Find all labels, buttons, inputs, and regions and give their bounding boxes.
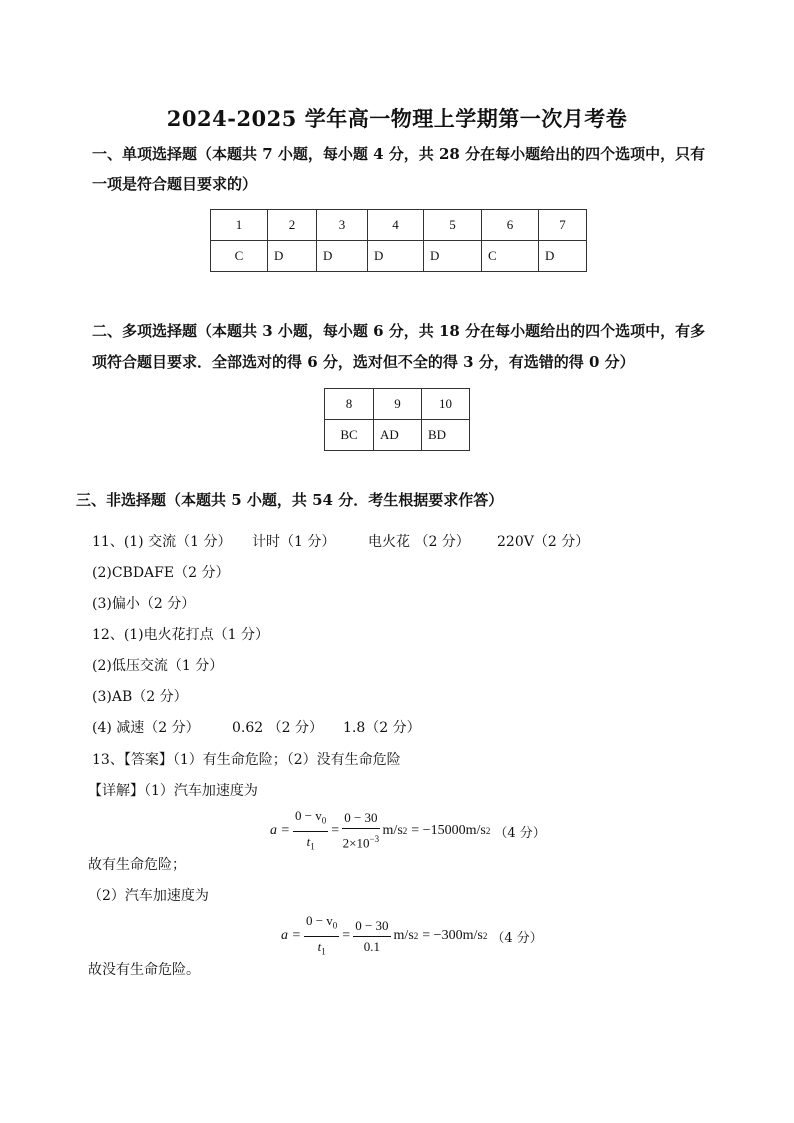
q11-part3: (3)偏小（2 分）: [92, 596, 196, 612]
equation-2: [281, 913, 543, 959]
table-cell-answer: D: [539, 241, 587, 272]
eq1-f1-den: t: [306, 833, 311, 849]
q12-part4-c: 1.8（2 分）: [343, 720, 421, 736]
section2-heading-line2: 项符合题目要求．全部选对的得 6 分，选对但不全的得 3 分，有选错的得 0 分）: [92, 353, 635, 371]
table-row: [325, 420, 470, 451]
equation-1: [270, 808, 546, 854]
eq2-f1-den-sub: 1: [321, 946, 326, 957]
q11-part1-d: 220V（2 分）: [497, 534, 590, 550]
eq1-equals: =: [331, 823, 340, 839]
table-cell-answer: D: [424, 241, 482, 272]
table-row: [211, 210, 587, 241]
eq2-f2-num: 0 − 30: [353, 918, 390, 937]
eq1-score: （4 分）: [494, 825, 546, 841]
table-cell-number: 8: [325, 389, 374, 420]
table-cell-number: 10: [422, 389, 470, 420]
table-cell-answer: C: [482, 241, 539, 272]
eq2-fraction-2: [353, 918, 390, 955]
q13-conclusion2: 故没有生命危险。: [88, 962, 200, 978]
eq1-f1-den-sub: 1: [310, 841, 315, 852]
eq1-f1-num-sub: 0: [321, 815, 327, 826]
section3-heading: 三、非选择题（本题共 5 小题，共 54 分．考生根据要求作答）: [76, 491, 504, 509]
eq2-unit: m/s: [393, 928, 414, 944]
section1-heading-line1: 一、单项选择题（本题共 7 小题，每小题 4 分，共 28 分在每小题给出的四个选项中，只有: [92, 145, 706, 163]
section2-heading-line1: 二、多项选择题（本题共 3 小题，每小题 6 分，共 18 分在每小题给出的四个选项中，有多: [92, 322, 706, 340]
q12-part4-a: (4) 减速（2 分）: [92, 720, 200, 736]
q11-part1-b: 计时（1 分）: [252, 534, 336, 550]
section2-answer-table: [324, 388, 470, 451]
q11-part1-a: 11、(1) 交流（1 分）: [92, 534, 232, 550]
eq2-score: （4 分）: [491, 930, 543, 946]
table-cell-number: 6: [482, 210, 539, 241]
eq1-unit: m/s: [382, 823, 403, 839]
table-cell-answer: BC: [325, 420, 374, 451]
q11-part2: (2)CBDAFE（2 分）: [92, 565, 230, 581]
eq2-f1-den: t: [317, 938, 322, 954]
table-cell-number: 1: [211, 210, 268, 241]
table-cell-answer: D: [268, 241, 317, 272]
q11-part1-c: 电火花 （2 分）: [368, 534, 470, 550]
table-cell-answer: C: [211, 241, 268, 272]
section1-answer-table: [210, 209, 587, 272]
eq1-result-sup: 2: [485, 826, 491, 837]
table-cell-answer: D: [368, 241, 424, 272]
eq1-result: = −15000m/s: [411, 823, 486, 839]
eq2-result: = −300m/s: [422, 928, 483, 944]
table-cell-answer: AD: [374, 420, 422, 451]
table-cell-number: 2: [268, 210, 317, 241]
eq2-unit-sup: 2: [413, 931, 419, 942]
eq2-result-sup: 2: [482, 931, 488, 942]
table-row: [325, 389, 470, 420]
section1-heading-line2: 一项是符合题目要求的）: [92, 175, 258, 193]
q13-conclusion1: 故有生命危险；: [88, 857, 186, 873]
q12-part1: 12、(1)电火花打点（1 分）: [92, 627, 270, 643]
eq2-f2-den: 0.1: [363, 938, 380, 954]
q12-part4-b: 0.62 （2 分）: [232, 720, 323, 736]
eq1-lhs: a =: [270, 823, 290, 839]
table-cell-number: 4: [368, 210, 424, 241]
eq1-unit-sup: 2: [402, 826, 408, 837]
table-cell-number: 5: [424, 210, 482, 241]
table-cell-number: 9: [374, 389, 422, 420]
table-cell-answer: D: [317, 241, 368, 272]
eq2-f1-num-sub: 0: [332, 920, 338, 931]
table-cell-number: 3: [317, 210, 368, 241]
q13-detail2: （2）汽车加速度为: [88, 888, 209, 904]
q13-answer: 13、【答案】（1）有生命危险；（2）没有生命危险: [92, 752, 401, 768]
page-title: 2024-2025 学年高一物理上学期第一次月考卷: [166, 106, 628, 131]
eq1-fraction-2: [342, 810, 379, 851]
eq1-f2-num: 0 − 30: [342, 810, 379, 829]
eq1-f1-num: 0 − v: [294, 808, 322, 823]
table-cell-answer: BD: [422, 420, 470, 451]
q12-part3: (3)AB（2 分）: [92, 689, 188, 705]
table-cell-number: 7: [539, 210, 587, 241]
eq1-f2-den-sup: −3: [369, 834, 380, 845]
eq2-equals: =: [342, 928, 351, 944]
eq2-fraction-1: [304, 913, 339, 959]
q13-detail1: 【详解】（1）汽车加速度为: [88, 783, 258, 799]
q12-part2: (2)低压交流（1 分）: [92, 658, 224, 674]
eq2-f1-num: 0 − v: [305, 913, 333, 928]
table-row: [211, 241, 587, 272]
eq1-f2-den: 2×10: [342, 835, 370, 851]
eq2-lhs: a =: [281, 928, 301, 944]
eq1-fraction-1: [293, 808, 328, 854]
